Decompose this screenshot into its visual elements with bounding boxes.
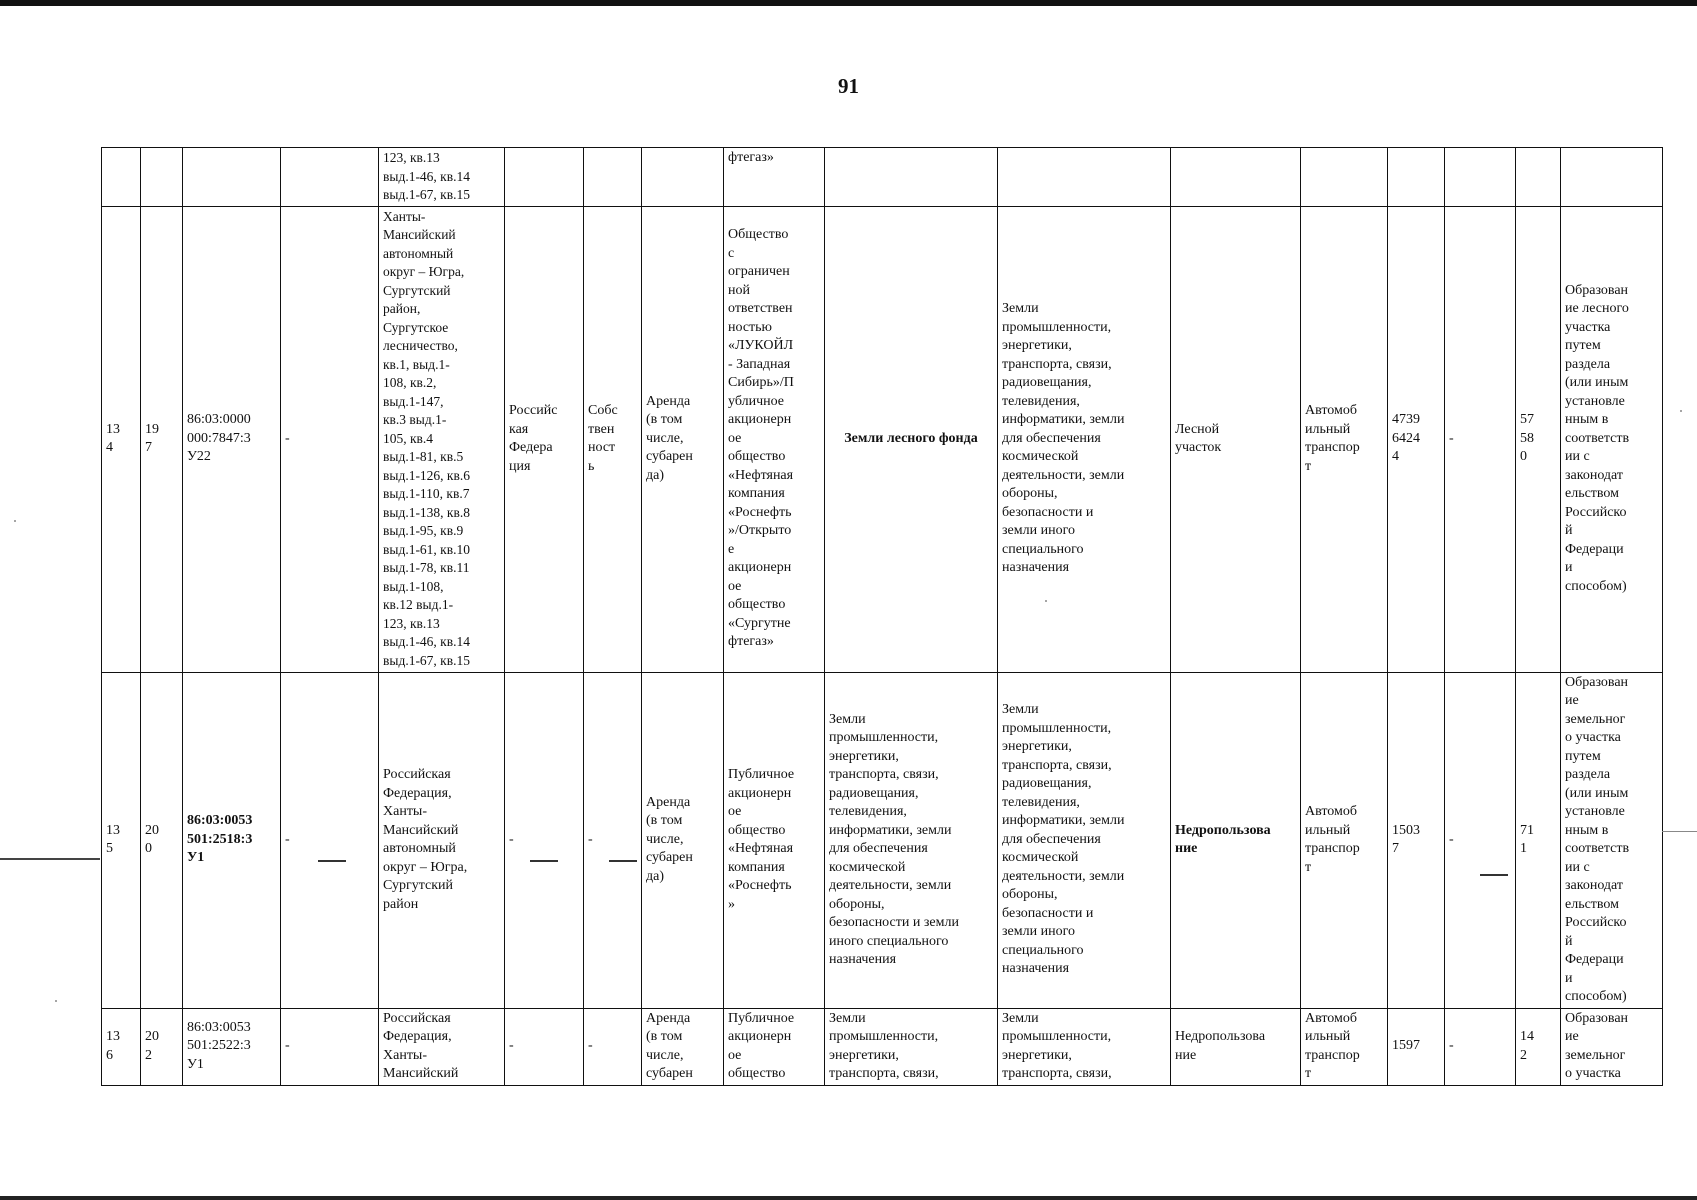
- encumbrance-cell: Аренда (в том числе, субарен да): [642, 206, 724, 672]
- cadastral-number-cell: 86:03:0053 501:2518:3 У1: [183, 672, 281, 1008]
- owner-cell: Российс кая Федера ция: [505, 206, 584, 672]
- dash-cell-2: -: [1445, 672, 1516, 1008]
- right-type-cell: Собс твен ност ь: [584, 206, 642, 672]
- owner-cell: -: [505, 1008, 584, 1085]
- table-row: [102, 148, 1663, 207]
- item-number-cell: 20 0: [141, 672, 183, 1008]
- permitted-use-cell: Лесной участок: [1171, 206, 1301, 672]
- right-type-cell: -: [584, 1008, 642, 1085]
- encumbrance-cell: [642, 148, 724, 207]
- holder-cell: Публичное акционерн ое общество: [724, 1008, 825, 1085]
- holder-cell: Публичное акционерн ое общество «Нефтяная компания «Роснефть »: [724, 672, 825, 1008]
- page-number: 91: [838, 74, 859, 98]
- scan-artifact-dot: [55, 1000, 57, 1002]
- new-category-cell: Земли промышленности, энергетики, транспорта, связи, радиовещания, телевидения, информатики, земли для обеспечения космической деятельности, земли обороны, безопасности и земли иного специального назначения: [998, 206, 1171, 672]
- dash-cell: -: [281, 206, 379, 672]
- cadastral-number-cell: 86:03:0053 501:2522:3 У1: [183, 1008, 281, 1085]
- area-cell: [1388, 148, 1445, 207]
- item-number-cell: 20 2: [141, 1008, 183, 1085]
- area-cell: 1597: [1388, 1008, 1445, 1085]
- permitted-use-cell: Недропользова ние: [1171, 672, 1301, 1008]
- area-seized-cell: 14 2: [1516, 1008, 1561, 1085]
- permitted-use-cell: [1171, 148, 1301, 207]
- new-use-cell: [1301, 148, 1388, 207]
- table-row: [102, 1008, 1663, 1085]
- item-number-cell: 19 7: [141, 206, 183, 672]
- right-type-cell: [584, 148, 642, 207]
- dash-cell: -: [281, 672, 379, 1008]
- document-table-wrapper: [101, 147, 1662, 1081]
- current-category-cell: [825, 148, 998, 207]
- current-category-cell: Земли промышленности, энергетики, транспорта, связи,: [825, 1008, 998, 1085]
- method-cell: [1561, 148, 1663, 207]
- location-cell: 123, кв.13 выд.1-46, кв.14 выд.1-67, кв.15: [379, 148, 505, 207]
- area-cell: 1503 7: [1388, 672, 1445, 1008]
- owner-cell: [505, 148, 584, 207]
- scan-artifact-dash: [530, 860, 558, 862]
- row-number-cell: 13 6: [102, 1008, 141, 1085]
- owner-cell: -: [505, 672, 584, 1008]
- row-number-cell: 13 4: [102, 206, 141, 672]
- encumbrance-cell: Аренда (в том числе, субарен да): [642, 672, 724, 1008]
- scan-artifact-dash: [318, 860, 346, 862]
- scan-artifact-dot: [1045, 600, 1047, 602]
- location-cell: Российская Федерация, Ханты- Мансийский автономный округ – Югра, Сургутский район: [379, 672, 505, 1008]
- scan-artifact-dash: [1480, 874, 1508, 876]
- dash-cell-2: [1445, 148, 1516, 207]
- area-seized-cell: 57 58 0: [1516, 206, 1561, 672]
- area-seized-cell: 71 1: [1516, 672, 1561, 1008]
- new-use-cell: Автомоб ильный транспор т: [1301, 672, 1388, 1008]
- scan-artifact-line: [1662, 831, 1697, 832]
- cadastral-number-cell: [183, 148, 281, 207]
- holder-cell: Общество с ограничен ной ответствен ностью «ЛУКОЙЛ - Западная Сибирь»/П убличное акционерн ое общество «Нефтяная компания «Роснефть »/Открыто е акционерн ое общество «Сургутне фтегаз»: [724, 206, 825, 672]
- scan-artifact-dot: [1680, 410, 1682, 412]
- method-cell: Образован ие лесного участка путем раздела (или иным установле нным в соответств ии с законодат ельством Российско й Федераци и способом): [1561, 206, 1663, 672]
- scan-artifact-line: [0, 858, 100, 860]
- area-seized-cell: [1516, 148, 1561, 207]
- current-category-cell: Земли лесного фонда: [825, 206, 998, 672]
- row-number-cell: 13 5: [102, 672, 141, 1008]
- holder-cell: фтегаз»: [724, 148, 825, 207]
- permitted-use-cell: Недропользова ние: [1171, 1008, 1301, 1085]
- dash-cell-2: -: [1445, 1008, 1516, 1085]
- dash-cell-2: -: [1445, 206, 1516, 672]
- item-number-cell: [141, 148, 183, 207]
- table-row: [102, 206, 1663, 672]
- location-cell: Ханты- Мансийский автономный округ – Югра, Сургутский район, Сургутское лесничество, кв.1, выд.1- 108, кв.2, выд.1-147, кв.3 выд.1- 105, кв.4 выд.1-81, кв.5 выд.1-126, кв.6 выд.1-110, кв.7 выд.1-138, кв.8 выд.1-95, кв.9 выд.1-61, кв.10 выд.1-78, кв.11 выд.1-108, кв.12 выд.1- 123, кв.13 выд.1-46, кв.14 выд.1-67, кв.15: [379, 206, 505, 672]
- scan-top-border: [0, 0, 1697, 6]
- scan-artifact-dot: [14, 520, 16, 522]
- scan-artifact-dash: [609, 860, 637, 862]
- table-row: [102, 672, 1663, 1008]
- scan-bottom-border: [0, 1196, 1697, 1200]
- right-type-cell: -: [584, 672, 642, 1008]
- area-cell: 4739 6424 4: [1388, 206, 1445, 672]
- cadastral-number-cell: 86:03:0000 000:7847:3 У22: [183, 206, 281, 672]
- new-category-cell: Земли промышленности, энергетики, транспорта, связи, радиовещания, телевидения, информатики, земли для обеспечения космической деятельности, земли обороны, безопасности и земли иного специального назначения: [998, 672, 1171, 1008]
- method-cell: Образован ие земельног о участка путем раздела (или иным установле нным в соответств ии с законодат ельством Российско й Федераци и способом): [1561, 672, 1663, 1008]
- method-cell: Образован ие земельног о участка: [1561, 1008, 1663, 1085]
- dash-cell: -: [281, 1008, 379, 1085]
- new-category-cell: Земли промышленности, энергетики, транспорта, связи,: [998, 1008, 1171, 1085]
- new-category-cell: [998, 148, 1171, 207]
- location-cell: Российская Федерация, Ханты- Мансийский: [379, 1008, 505, 1085]
- land-parcels-table: [101, 147, 1663, 1086]
- current-category-cell: Земли промышленности, энергетики, транспорта, связи, радиовещания, телевидения, информатики, земли для обеспечения космической деятельности, земли обороны, безопасности и земли иного специального назначения: [825, 672, 998, 1008]
- new-use-cell: Автомоб ильный транспор т: [1301, 206, 1388, 672]
- dash-cell: [281, 148, 379, 207]
- row-number-cell: [102, 148, 141, 207]
- new-use-cell: Автомоб ильный транспор т: [1301, 1008, 1388, 1085]
- encumbrance-cell: Аренда (в том числе, субарен: [642, 1008, 724, 1085]
